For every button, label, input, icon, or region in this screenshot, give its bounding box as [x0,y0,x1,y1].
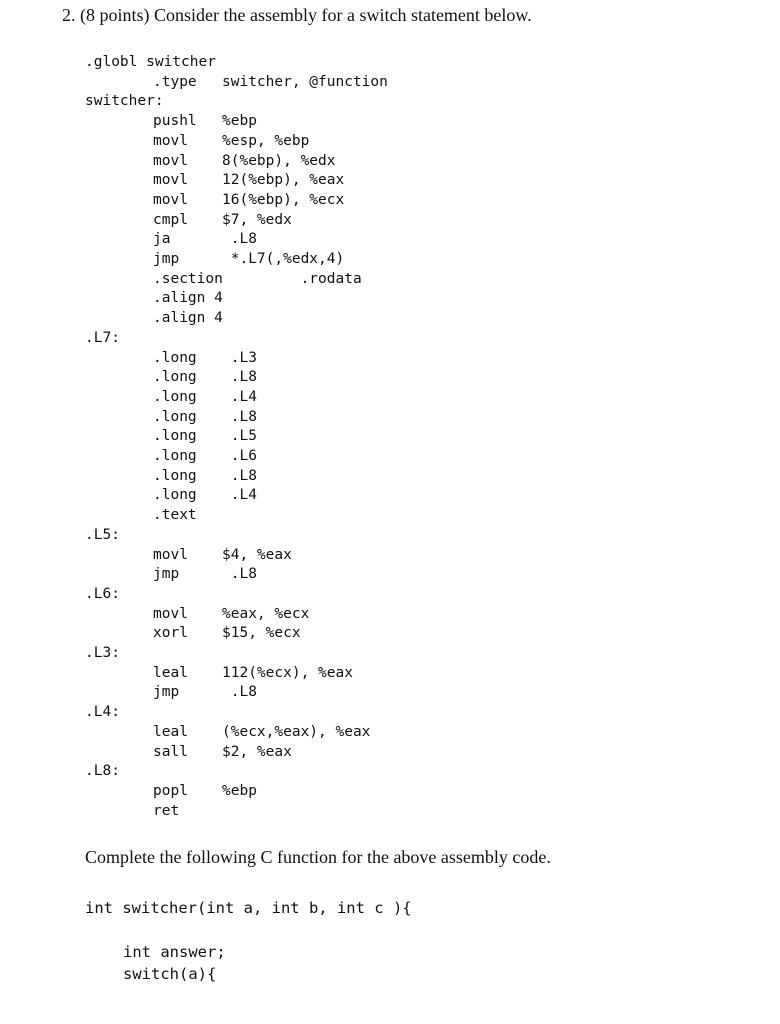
code-op: popl [153,782,188,799]
code-label: .globl switcher [85,54,216,70]
code-label: switcher: [85,93,164,110]
code-op: leal [153,664,188,681]
code-op: .long [153,448,197,464]
code-op: pushl [153,113,197,130]
code-args: %eax, %ecx [222,605,310,622]
code-op: movl [153,172,188,189]
code-args: .L4 [222,487,257,504]
code-op: jmp [153,251,180,267]
code-op: .long [153,487,197,504]
code-op: .long [153,369,197,386]
code-args: .L8 [222,369,257,386]
code-args: %ebp [222,782,257,799]
code-args: (%ecx,%eax), %eax [222,723,371,740]
code-op: .long [153,388,197,405]
c-answer-declaration: int answer; [123,943,226,961]
code-args: 12(%ebp), %eax [222,172,345,189]
code-args: 112(%ecx), %eax [222,664,353,681]
question-heading: 2. (8 points) Consider the assembly for a switch statement below. [62,5,532,25]
code-op: xorl [153,625,188,642]
code-op: .section [153,270,223,287]
code-label: .L5: [85,526,120,543]
code-op: leal [153,723,188,740]
code-op: .long [153,428,197,445]
assembly-listing [0,50,780,830]
code-args: %ebp [222,113,257,130]
code-args: .L4 [222,388,257,405]
code-op: movl [153,132,188,149]
code-op: .long [153,467,197,484]
code-op: .text [153,507,197,524]
code-op: movl [153,191,188,208]
code-args: *.L7(,%edx,4) [222,251,345,267]
code-op: cmpl [153,211,188,228]
code-op: movl [153,605,188,622]
code-args: $7, %edx [222,211,292,228]
code-args: .L8 [222,684,257,701]
code-args: %esp, %ebp [222,132,310,149]
code-label: .L4: [85,704,120,721]
code-args: .L8 [222,467,257,484]
code-op: ja [153,231,171,248]
code-op: .long [153,408,197,425]
code-op: .type [153,73,197,90]
code-op: .align 4 [153,310,223,327]
code-label: .L6: [85,585,120,602]
code-args: $15, %ecx [222,625,301,642]
code-op: .long [153,349,197,366]
code-args: switcher, @function [222,73,388,90]
code-args: .rodata [222,270,362,287]
code-op: sall [153,743,188,760]
code-label: .L8: [85,763,120,780]
code-args: .L8 [222,231,257,248]
c-function-signature: int switcher(int a, int b, int c ){ [85,899,412,917]
code-args: .L3 [222,349,257,366]
code-op: movl [153,152,188,169]
code-args: 16(%ebp), %ecx [222,191,345,208]
code-label: .L7: [85,329,120,346]
code-args: .L6 [222,448,257,464]
code-label: .L3: [85,645,120,661]
completion-prompt: Complete the following C function for the above assembly code. [85,847,551,867]
code-args: $2, %eax [222,743,292,760]
code-args: 8(%ebp), %edx [222,152,336,169]
code-args: $4, %eax [222,546,292,563]
code-op: .align 4 [153,290,223,307]
code-args: .L8 [222,566,257,583]
code-op: ret [153,802,180,819]
code-op: jmp [153,684,180,701]
code-op: movl [153,546,188,563]
code-op: jmp [153,566,180,583]
code-args: .L5 [222,428,257,445]
c-switch-statement: switch(a){ [123,965,217,983]
code-args: .L8 [222,408,257,425]
